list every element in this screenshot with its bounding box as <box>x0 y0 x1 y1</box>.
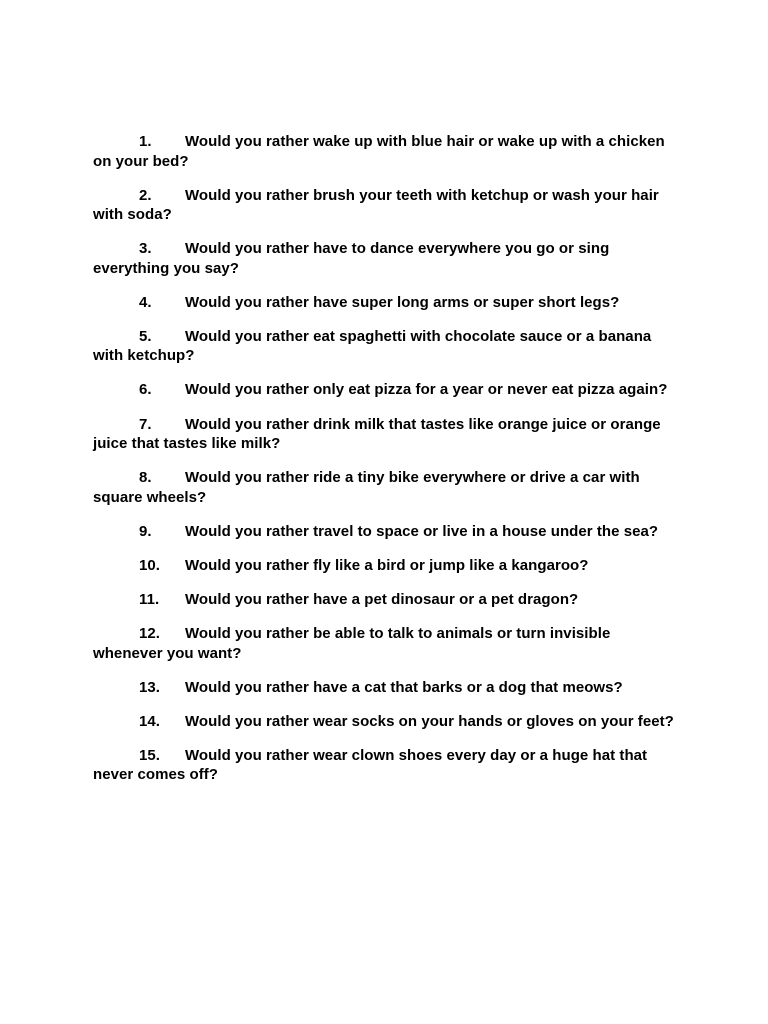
question-text: Would you rather have super long arms or super short legs? <box>185 293 620 311</box>
question-number: 10. <box>139 556 161 574</box>
question-item <box>93 415 678 454</box>
question-number: 6. <box>139 381 152 399</box>
question-text: Would you rather have a pet dinosaur or a pet dragon? <box>185 590 579 608</box>
question-text: Would you rather drink milk that tastes like orange juice or orange juice that tastes like milk? <box>93 415 661 453</box>
question-number: 1. <box>139 133 152 150</box>
question-item <box>93 590 678 610</box>
question-text: Would you rather travel to space or live in a house under the sea? <box>185 522 659 540</box>
question-text: Would you rather only eat pizza for a year or never eat pizza again? <box>185 381 668 399</box>
question-text: Would you rather wake up with blue hair or wake up with a chicken on your bed? <box>93 133 665 170</box>
question-text: Would you rather ride a tiny bike everywhere or drive a car with square wheels? <box>93 469 640 506</box>
question-item <box>93 624 678 663</box>
question-item <box>93 678 678 698</box>
question-number: 8. <box>139 469 152 487</box>
question-item <box>93 380 678 400</box>
question-text: Would you rather eat spaghetti with chocolate sauce or a banana with ketchup? <box>93 327 652 365</box>
question-number: 12. <box>139 625 161 643</box>
question-item <box>93 746 678 785</box>
question-text: Would you rather have to dance everywhere you go or sing everything you say? <box>93 240 610 277</box>
question-text: Would you rather wear clown shoes every day or a huge hat that never comes off? <box>93 746 648 784</box>
question-item <box>93 556 678 576</box>
question-number: 4. <box>139 293 152 311</box>
question-text: Would you rather have a cat that barks or a dog that meows? <box>185 678 623 696</box>
question-item <box>93 186 678 225</box>
question-number: 3. <box>139 240 152 258</box>
question-item <box>93 327 678 366</box>
question-text: Would you rather wear socks on your hands or gloves on your feet? <box>185 712 674 730</box>
question-text: Would you rather be able to talk to animals or turn invisible whenever you want? <box>93 625 611 662</box>
question-item <box>93 522 678 542</box>
question-item <box>93 239 678 278</box>
question-number: 13. <box>139 678 161 696</box>
question-number: 11. <box>139 590 160 608</box>
question-number: 5. <box>139 327 152 345</box>
question-number: 7. <box>139 415 152 433</box>
question-number: 9. <box>139 522 152 540</box>
question-item <box>93 293 678 313</box>
question-item <box>93 132 678 171</box>
question-number: 14. <box>139 712 161 730</box>
question-text: Would you rather brush your teeth with ketchup or wash your hair with soda? <box>93 186 659 224</box>
question-item <box>93 468 678 507</box>
question-number: 2. <box>139 186 152 204</box>
question-list <box>93 132 678 785</box>
question-text: Would you rather fly like a bird or jump like a kangaroo? <box>185 556 589 574</box>
question-item <box>93 712 678 732</box>
question-number: 15. <box>139 746 161 764</box>
